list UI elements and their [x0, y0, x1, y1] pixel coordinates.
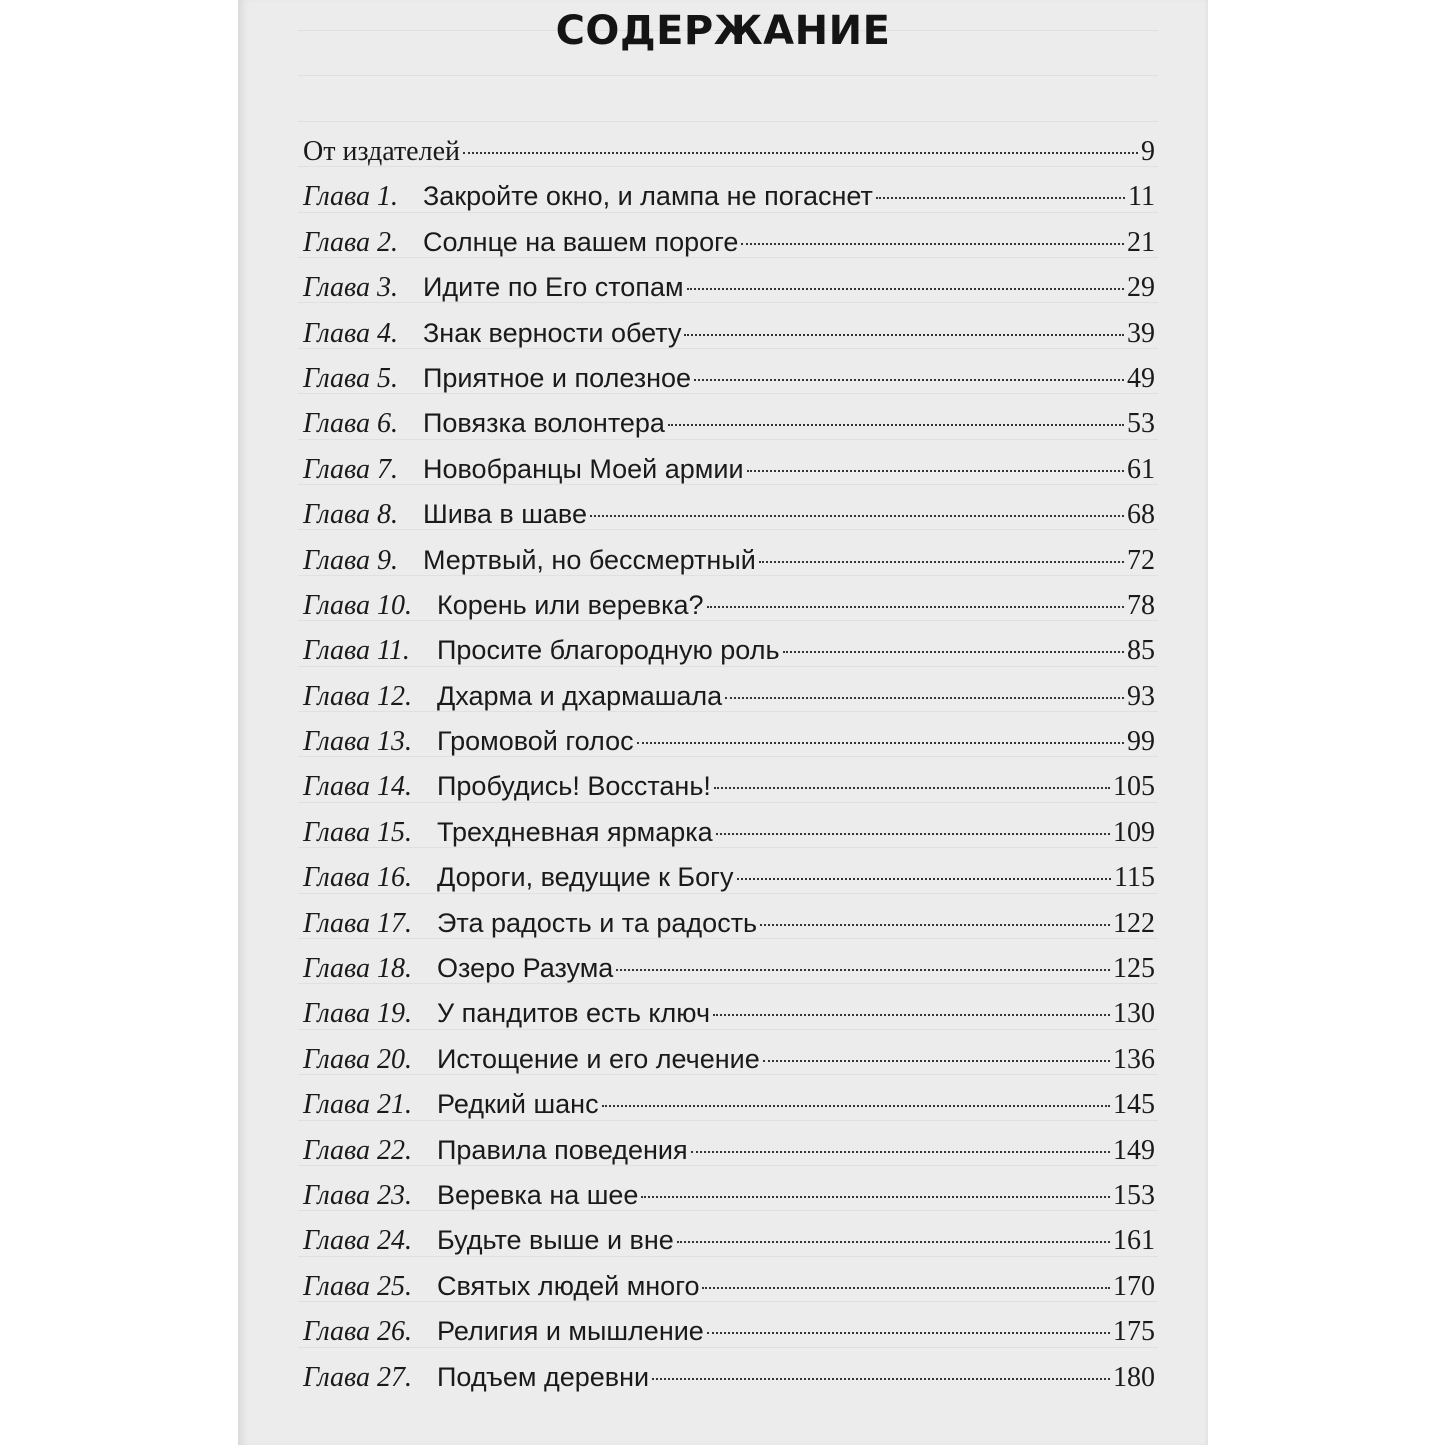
toc-chapter-page: 122 [1113, 907, 1155, 939]
toc-chapter-label: Глава 3. [303, 272, 398, 304]
toc-chapter-page: 29 [1127, 272, 1155, 304]
toc-chapter-title: Будьте выше и вне [437, 1225, 674, 1256]
toc-row [303, 771, 1155, 816]
toc-chapter-page: 105 [1113, 771, 1155, 803]
book-page [238, 0, 1208, 1445]
toc-row [303, 499, 1155, 544]
toc-leader-dots [652, 1378, 1110, 1380]
toc-chapter-label: Глава 13. [303, 726, 412, 758]
toc-chapter-page: 161 [1113, 1225, 1155, 1257]
toc-row [303, 408, 1155, 453]
toc-chapter-page: 21 [1127, 226, 1155, 258]
toc-chapter-label: Глава 2. [303, 226, 398, 258]
toc-leader-dots [725, 697, 1124, 699]
toc-chapter-page: 61 [1127, 453, 1155, 485]
toc-chapter-label: Глава 8. [303, 499, 398, 531]
toc-chapter-page: 39 [1127, 317, 1155, 349]
toc-chapter-title: Громовой голос [437, 726, 634, 757]
toc-chapter-title: Редкий шанс [437, 1089, 599, 1120]
toc-row-preface [303, 136, 1155, 181]
toc-leader-dots [716, 833, 1110, 835]
toc-row [303, 1225, 1155, 1270]
toc-chapter-label: Глава 12. [303, 680, 412, 712]
toc-chapter-page: 72 [1127, 544, 1155, 576]
toc-chapter-label: Глава 15. [303, 816, 412, 848]
toc-leader-dots [876, 197, 1125, 199]
toc-chapter-title: Идите по Его стопам [423, 272, 684, 303]
bleed-through-line [298, 75, 1158, 76]
toc-leader-dots [668, 424, 1124, 426]
toc-chapter-title: Закройте окно, и лампа не погаснет [423, 181, 873, 212]
toc-row [303, 998, 1155, 1043]
toc-leader-dots [707, 1332, 1110, 1334]
toc-chapter-label: Глава 11. [303, 635, 410, 667]
toc-row [303, 590, 1155, 635]
toc-chapter-title: Знак верности обету [423, 317, 682, 348]
toc-chapter-label: Глава 23. [303, 1179, 412, 1211]
toc-chapter-title: Шива в шаве [423, 499, 587, 530]
toc-chapter-label: Глава 9. [303, 544, 398, 576]
toc-chapter-page: 145 [1113, 1089, 1155, 1121]
toc-chapter-title: Дороги, ведущие к Богу [437, 862, 734, 893]
toc-leader-dots [747, 470, 1124, 472]
toc-row [303, 953, 1155, 998]
toc-leader-dots [641, 1196, 1110, 1198]
toc-row [303, 227, 1155, 272]
toc-row [303, 726, 1155, 771]
toc-chapter-label: Глава 17. [303, 907, 412, 939]
toc-chapter-page: 109 [1113, 816, 1155, 848]
toc-row [303, 272, 1155, 317]
toc-chapter-page: 130 [1113, 998, 1155, 1030]
toc-leader-dots [763, 1060, 1110, 1062]
toc-row [303, 1362, 1155, 1407]
toc-chapter-label: Глава 1. [303, 181, 398, 213]
toc-leader-dots [463, 152, 1138, 154]
toc-chapter-label: Глава 16. [303, 862, 412, 894]
toc-chapter-label: Глава 19. [303, 998, 412, 1030]
toc-row [303, 1180, 1155, 1225]
toc-chapter-page: 99 [1127, 726, 1155, 758]
toc-preface-page: 9 [1141, 136, 1155, 167]
toc-leader-dots [714, 787, 1110, 789]
toc-row [303, 681, 1155, 726]
toc-row [303, 1135, 1155, 1180]
toc-chapter-title: Эта радость и та радость [437, 907, 758, 938]
toc-leader-dots [687, 288, 1124, 290]
toc-chapter-label: Глава 18. [303, 953, 412, 985]
toc-leader-dots [616, 969, 1110, 971]
toc-row [303, 817, 1155, 862]
toc-leader-dots [713, 1014, 1110, 1016]
toc-chapter-title: Трехдневная ярмарка [437, 816, 713, 847]
toc-chapter-page: 11 [1128, 181, 1155, 213]
table-of-contents [303, 136, 1155, 1407]
toc-chapter-page: 49 [1127, 362, 1155, 394]
toc-chapter-label: Глава 20. [303, 1043, 412, 1075]
toc-chapter-page: 78 [1127, 589, 1155, 621]
toc-chapter-page: 170 [1113, 1270, 1155, 1302]
toc-leader-dots [783, 651, 1124, 653]
toc-chapter-label: Глава 7. [303, 453, 398, 485]
toc-row [303, 862, 1155, 907]
toc-chapter-title: Подъем деревни [437, 1361, 650, 1392]
toc-chapter-title: Мертвый, но бессмертный [423, 544, 756, 575]
toc-row [303, 454, 1155, 499]
toc-chapter-title: Веревка на шее [437, 1179, 639, 1210]
bleed-through-line [298, 121, 1158, 122]
toc-chapter-page: 125 [1113, 953, 1155, 985]
toc-chapter-list [303, 181, 1155, 1407]
toc-chapter-label: Глава 5. [303, 362, 398, 394]
toc-chapter-page: 93 [1127, 680, 1155, 712]
toc-row [303, 1271, 1155, 1316]
toc-leader-dots [684, 334, 1124, 336]
toc-leader-dots [691, 1151, 1110, 1153]
toc-row [303, 1089, 1155, 1134]
toc-leader-dots [590, 515, 1124, 517]
toc-chapter-page: 53 [1127, 408, 1155, 440]
toc-chapter-page: 180 [1113, 1361, 1155, 1393]
toc-row [303, 908, 1155, 953]
toc-chapter-page: 115 [1114, 862, 1155, 894]
toc-chapter-title: Святых людей много [437, 1270, 700, 1301]
toc-chapter-label: Глава 10. [303, 589, 412, 621]
toc-chapter-label: Глава 26. [303, 1316, 412, 1348]
toc-chapter-page: 149 [1113, 1134, 1155, 1166]
toc-chapter-page: 136 [1113, 1043, 1155, 1075]
toc-chapter-label: Глава 24. [303, 1225, 412, 1257]
toc-chapter-label: Глава 22. [303, 1134, 412, 1166]
toc-leader-dots [760, 924, 1110, 926]
toc-chapter-page: 68 [1127, 499, 1155, 531]
toc-chapter-page: 85 [1127, 635, 1155, 667]
toc-chapter-page: 175 [1113, 1316, 1155, 1348]
toc-leader-dots [737, 878, 1112, 880]
toc-chapter-page: 153 [1113, 1179, 1155, 1211]
toc-chapter-label: Глава 14. [303, 771, 412, 803]
toc-chapter-title: Озеро Разума [437, 953, 614, 984]
toc-chapter-title: Корень или веревка? [437, 589, 704, 620]
toc-row [303, 318, 1155, 363]
toc-chapter-title: Приятное и полезное [423, 362, 692, 393]
toc-row [303, 1316, 1155, 1361]
toc-preface-title: От издателей [303, 136, 460, 167]
toc-row [303, 363, 1155, 408]
toc-chapter-label: Глава 21. [303, 1089, 412, 1121]
toc-leader-dots [637, 742, 1124, 744]
page-title: СОДЕРЖАНИЕ [555, 8, 891, 54]
toc-row [303, 635, 1155, 680]
toc-leader-dots [702, 1287, 1110, 1289]
toc-chapter-label: Глава 6. [303, 408, 398, 440]
toc-leader-dots [677, 1241, 1110, 1243]
toc-row [303, 545, 1155, 590]
toc-chapter-title: Правила поведения [437, 1134, 688, 1165]
toc-chapter-label: Глава 27. [303, 1361, 412, 1393]
toc-chapter-title: Просите благородную роль [437, 635, 780, 666]
toc-chapter-title: Новобранцы Моей армии [423, 453, 744, 484]
toc-chapter-title: Солнце на вашем пороге [423, 226, 739, 257]
toc-leader-dots [707, 606, 1124, 608]
toc-leader-dots [741, 243, 1124, 245]
toc-row [303, 1044, 1155, 1089]
toc-row [303, 181, 1155, 226]
toc-chapter-title: Истощение и его лечение [437, 1043, 760, 1074]
toc-leader-dots [694, 379, 1124, 381]
toc-chapter-title: Повязка волонтера [423, 408, 665, 439]
toc-chapter-label: Глава 25. [303, 1270, 412, 1302]
toc-chapter-label: Глава 4. [303, 317, 398, 349]
toc-chapter-title: У пандитов есть ключ [437, 998, 711, 1029]
toc-leader-dots [602, 1105, 1110, 1107]
toc-chapter-title: Религия и мышление [437, 1316, 704, 1347]
toc-chapter-title: Дхарма и дхармашала [437, 680, 723, 711]
toc-leader-dots [759, 561, 1124, 563]
toc-chapter-title: Пробудись! Восстань! [437, 771, 711, 802]
